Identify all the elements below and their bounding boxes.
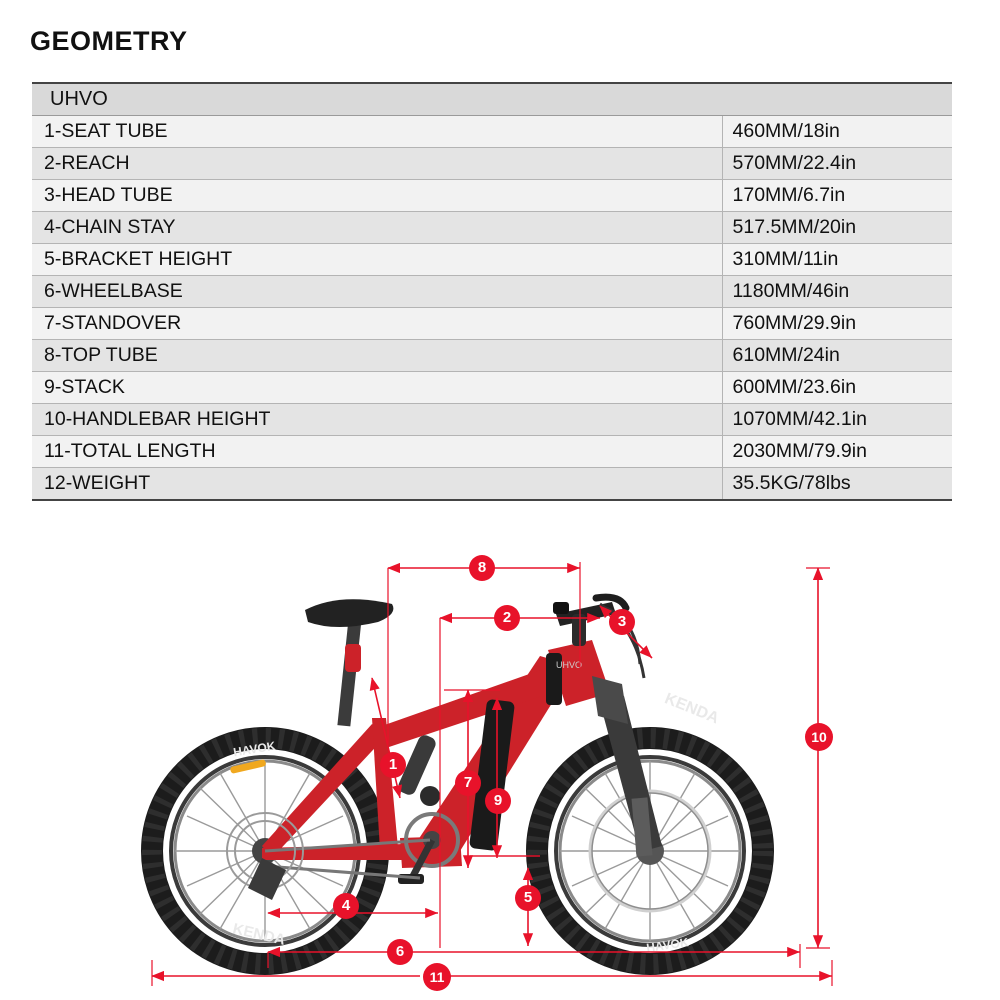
model-name: UHVO [32, 83, 952, 116]
row-value: 570MM/22.4in [722, 148, 952, 180]
callout-5: 5 [515, 885, 541, 911]
table-row [32, 244, 952, 276]
table-row [32, 148, 952, 180]
row-value: 35.5KG/78lbs [722, 468, 952, 501]
callout-11: 11 [423, 963, 451, 991]
row-label: 11-TOTAL LENGTH [32, 436, 722, 468]
row-label: 8-TOP TUBE [32, 340, 722, 372]
row-label: 4-CHAIN STAY [32, 212, 722, 244]
row-value: 600MM/23.6in [722, 372, 952, 404]
geometry-table [32, 82, 952, 501]
row-label: 10-HANDLEBAR HEIGHT [32, 404, 722, 436]
saddle-assembly [305, 599, 393, 726]
callout-7: 7 [455, 770, 481, 796]
svg-text:KENDA: KENDA [231, 920, 287, 949]
svg-text:HAVOK: HAVOK [645, 935, 690, 955]
callout-2: 2 [494, 605, 520, 631]
callout-3: 3 [609, 609, 635, 635]
row-label: 9-STACK [32, 372, 722, 404]
callout-9: 9 [485, 788, 511, 814]
row-label: 3-HEAD TUBE [32, 180, 722, 212]
row-label: 7-STANDOVER [32, 308, 722, 340]
svg-text:HAVOK: HAVOK [232, 738, 277, 760]
callout-8: 8 [469, 555, 495, 581]
row-value: 610MM/24in [722, 340, 952, 372]
callout-10: 10 [805, 723, 833, 751]
row-label: 2-REACH [32, 148, 722, 180]
svg-text:UHVO: UHVO [556, 660, 583, 670]
callout-4: 4 [333, 893, 359, 919]
row-value: 170MM/6.7in [722, 180, 952, 212]
table-header-row [32, 83, 952, 116]
table-row [32, 436, 952, 468]
table-row [32, 212, 952, 244]
row-label: 12-WEIGHT [32, 468, 722, 501]
table-row [32, 276, 952, 308]
row-value: 760MM/29.9in [722, 308, 952, 340]
row-value: 310MM/11in [722, 244, 952, 276]
row-label: 5-BRACKET HEIGHT [32, 244, 722, 276]
row-value: 1070MM/42.1in [722, 404, 952, 436]
table-row [32, 372, 952, 404]
row-value: 1180MM/46in [722, 276, 952, 308]
table-row [32, 308, 952, 340]
row-value: 517.5MM/20in [722, 212, 952, 244]
geometry-table-body [32, 83, 952, 500]
row-value: 460MM/18in [722, 116, 952, 148]
table-row [32, 404, 952, 436]
svg-text:KENDA: KENDA [662, 690, 722, 728]
row-label: 6-WHEELBASE [32, 276, 722, 308]
row-label: 1-SEAT TUBE [32, 116, 722, 148]
table-row [32, 180, 952, 212]
table-row [32, 468, 952, 501]
page-title: GEOMETRY [30, 26, 188, 56]
table-row [32, 116, 952, 148]
callout-6: 6 [387, 939, 413, 965]
callout-1: 1 [380, 752, 406, 778]
row-value: 2030MM/79.9in [722, 436, 952, 468]
table-row [32, 340, 952, 372]
bicycle-geometry-diagram [0, 548, 1000, 1000]
